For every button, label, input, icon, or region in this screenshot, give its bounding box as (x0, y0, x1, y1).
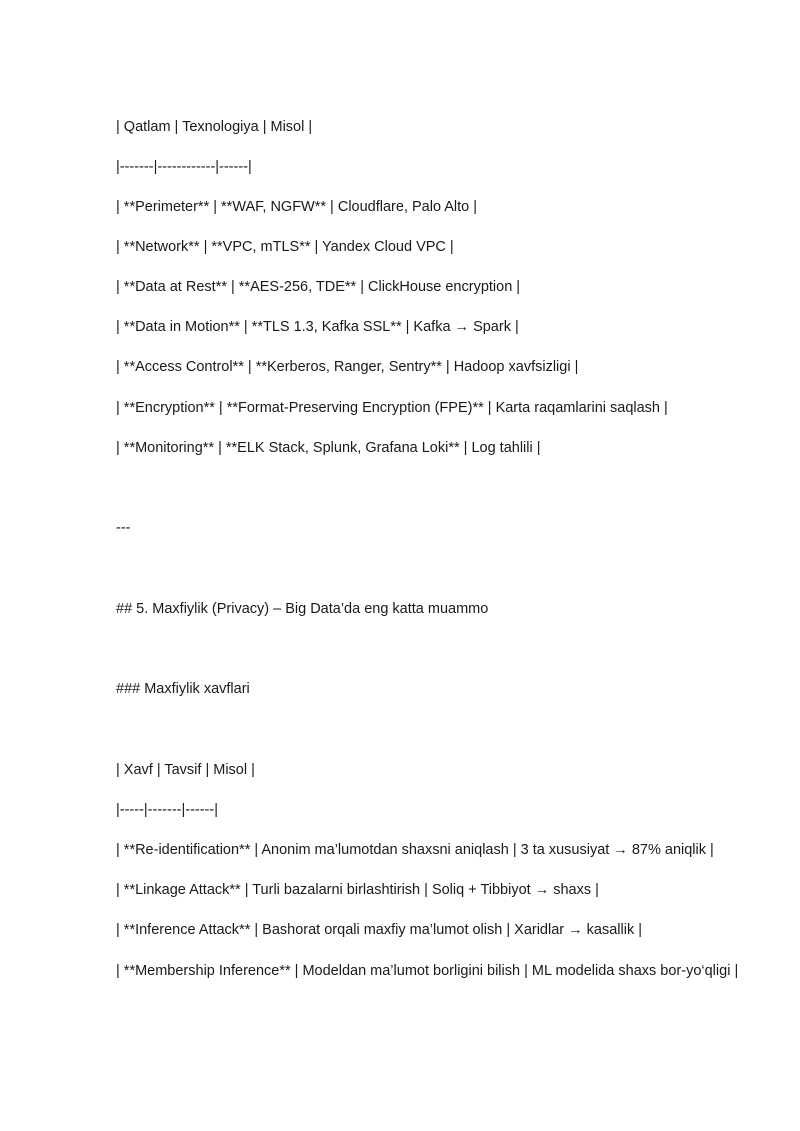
horizontal-rule-text: --- (116, 520, 131, 536)
table2-row: | **Inference Attack** | Bashorat orqali maxfiy ma’lumot olish | Xaridlar → kasallik | (116, 922, 643, 938)
subsection-heading: ### Maxfiylik xavflari (116, 681, 250, 697)
table1-row: | **Encryption** | **Format-Preserving Encryption (FPE)** | Karta raqamlarini saqlash | (116, 400, 668, 416)
table2-row: | **Re-identification** | Anonim ma’lumotdan shaxsni aniqlash | 3 ta xususiyat → 87% aniqlik | (116, 842, 714, 858)
table2-row: | **Linkage Attack** | Turli bazalarni birlashtirish | Soliq + Tibbiyot → shaxs | (116, 882, 599, 898)
table2-row: | **Membership Inference** | Modeldan ma’lumot borligini bilish | ML modelida shaxs bor-yo‘qligi | (116, 963, 739, 979)
table2-separator: |-----|-------|------| (116, 802, 218, 818)
table1-row: | **Access Control** | **Kerberos, Ranger, Sentry** | Hadoop xavfsizligi | (116, 359, 579, 375)
table1-row: | **Data in Motion** | **TLS 1.3, Kafka SSL** | Kafka → Spark | (116, 319, 519, 335)
table2-header: | Xavf | Tavsif | Misol | (116, 762, 255, 778)
table1-row: | **Data at Rest** | **AES-256, TDE** | ClickHouse encryption | (116, 279, 521, 295)
table1-row: | **Perimeter** | **WAF, NGFW** | Cloudflare, Palo Alto | (116, 199, 478, 215)
table1-header: | Qatlam | Texnologiya | Misol | (116, 119, 313, 135)
table1-row: | **Monitoring** | **ELK Stack, Splunk, Grafana Loki** | Log tahlili | (116, 440, 541, 456)
table1-separator: |-------|------------|------| (116, 159, 252, 175)
table1-row: | **Network** | **VPC, mTLS** | Yandex Cloud VPC | (116, 239, 454, 255)
section-heading: ## 5. Maxfiylik (Privacy) – Big Data’da eng katta muammo (116, 601, 489, 617)
